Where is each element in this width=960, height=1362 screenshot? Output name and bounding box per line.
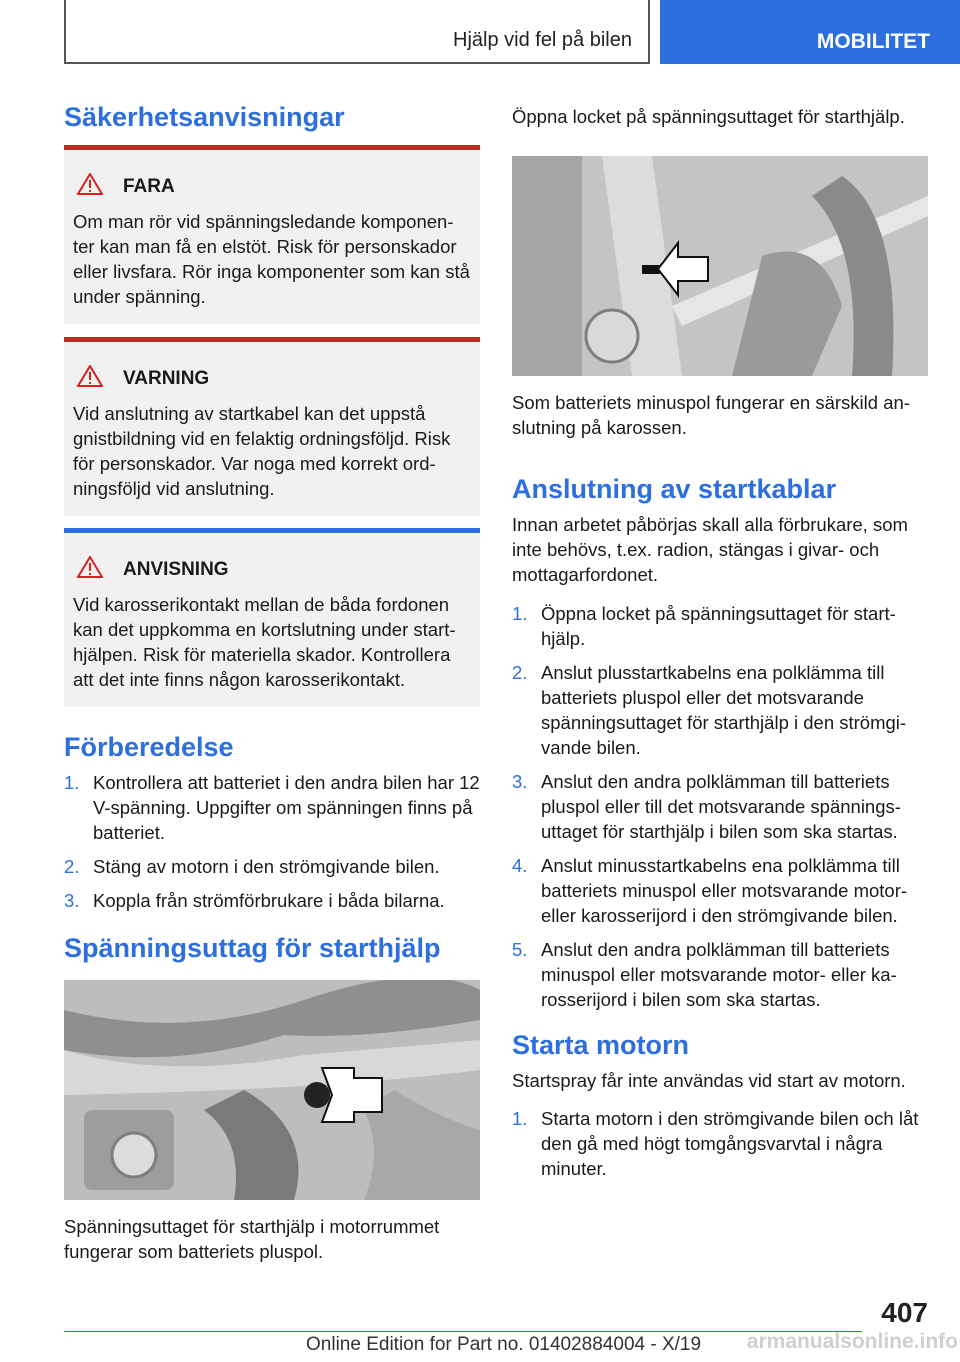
open-cap-text: Öppna locket på spänningsuttaget för starthjälp. xyxy=(512,106,905,127)
notice-bar xyxy=(64,145,480,150)
footer-divider xyxy=(64,1331,862,1332)
warning-triangle-icon xyxy=(77,365,123,393)
notice-label: ANVISNING xyxy=(123,559,229,580)
start-intro: Startspray får inte användas vid start av motorn. xyxy=(512,1070,906,1091)
notice-text: Vid karosserikontakt mellan de båda fordonen kan det uppkomma en kortslutning under start-hjälpen. Risk för materiella skador. Kontrollera att det inte finns någon karosserikontakt. xyxy=(73,594,456,690)
notice-info xyxy=(64,528,480,707)
cables-intro: Innan arbetet påbörjas skall alla förbrukare, som inte behövs, t.ex. radion, stängas i givar- och mottagarfordonet. xyxy=(512,514,908,585)
list-item: 1. Kontrollera att batteriet i den andra bilen har 12 V-spänning. Uppgifter om spänningen finns på batteriet. xyxy=(64,772,480,843)
notice-danger xyxy=(64,145,480,324)
engine-bay-photo-plus xyxy=(64,980,480,1200)
warning-triangle-icon xyxy=(77,173,123,201)
prep-steps xyxy=(64,770,480,922)
list-item: 3. Anslut den andra polklämman till batteriets pluspol eller till det motsvarande spännings-uttaget för starthjälp i bilen som ska startas. xyxy=(512,771,901,842)
cable-steps xyxy=(512,601,928,1021)
list-item: 3. Koppla från strömförbrukare i båda bilarna. xyxy=(64,890,445,911)
page-number: 407 xyxy=(881,1297,928,1328)
section-title: Hjälp vid fel på bilen xyxy=(453,29,632,51)
list-item: 4. Anslut minusstartkabelns ena polklämma till batteriets minuspol eller motsvarande motor-eller karosserijord i den strömgivande bilen. xyxy=(512,855,908,926)
list-item: 1. Starta motorn i den strömgivande bilen och låt den gå med högt tomgångsvarvtal i några minuter. xyxy=(512,1108,919,1179)
edition-text: Online Edition for Part no. 01402884004 - X/19 xyxy=(306,1334,702,1355)
cables-title: Anslutning av startkablar xyxy=(512,474,837,504)
warning-triangle-icon xyxy=(77,556,123,584)
engine-bay-photo-minus xyxy=(512,156,928,376)
notice-text: Om man rör vid spänningsledande komponen-ter kan man få en elstöt. Risk för personskador eller livsfara. Rör inga komponenter som kan stå under spänning. xyxy=(73,211,470,307)
header-frame xyxy=(64,0,650,64)
notice-label: FARA xyxy=(123,176,175,197)
prep-title: Förberedelse xyxy=(64,732,234,762)
list-item: 1. Öppna locket på spänningsuttaget för start-hjälp. xyxy=(512,603,896,649)
notice-label: VARNING xyxy=(123,368,210,389)
start-steps xyxy=(512,1106,928,1190)
mobilitet-tab[interactable] xyxy=(660,0,960,64)
notice-warning xyxy=(64,337,480,516)
socket-title: Spänningsuttag för starthjälp xyxy=(64,933,441,963)
start-title: Starta motorn xyxy=(512,1030,690,1060)
socket-caption: Spänningsuttaget för starthjälp i motorrummet fungerar som batteriets pluspol. xyxy=(64,1216,440,1262)
notice-bar xyxy=(64,528,480,533)
notice-bar xyxy=(64,337,480,342)
safety-title: Säkerhetsanvisningar xyxy=(64,102,345,132)
list-item: 2. Stäng av motorn i den strömgivande bilen. xyxy=(64,856,440,877)
tab-label: MOBILITET xyxy=(816,30,930,53)
list-item: 5. Anslut den andra polklämman till batteriets minuspol eller motsvarande motor- eller ka-rosserijord i bilen som ska startas. xyxy=(512,939,897,1010)
list-item: 2. Anslut plusstartkabelns ena polklämma till batteriets pluspol eller det motsvarande spänningsuttaget för starthjälp i den strömgi-vande bilen. xyxy=(512,662,907,758)
ground-caption: Som batteriets minuspol fungerar en särskild an-slutning på karossen. xyxy=(512,392,910,438)
site-watermark[interactable]: armanualsonline.info xyxy=(746,1330,958,1353)
notice-text: Vid anslutning av startkabel kan det uppstå gnistbildning vid en felaktig ordningsföljd. Risk för personskador. Var noga med korrekt ord-ningsföljd vid anslutning. xyxy=(73,403,451,499)
